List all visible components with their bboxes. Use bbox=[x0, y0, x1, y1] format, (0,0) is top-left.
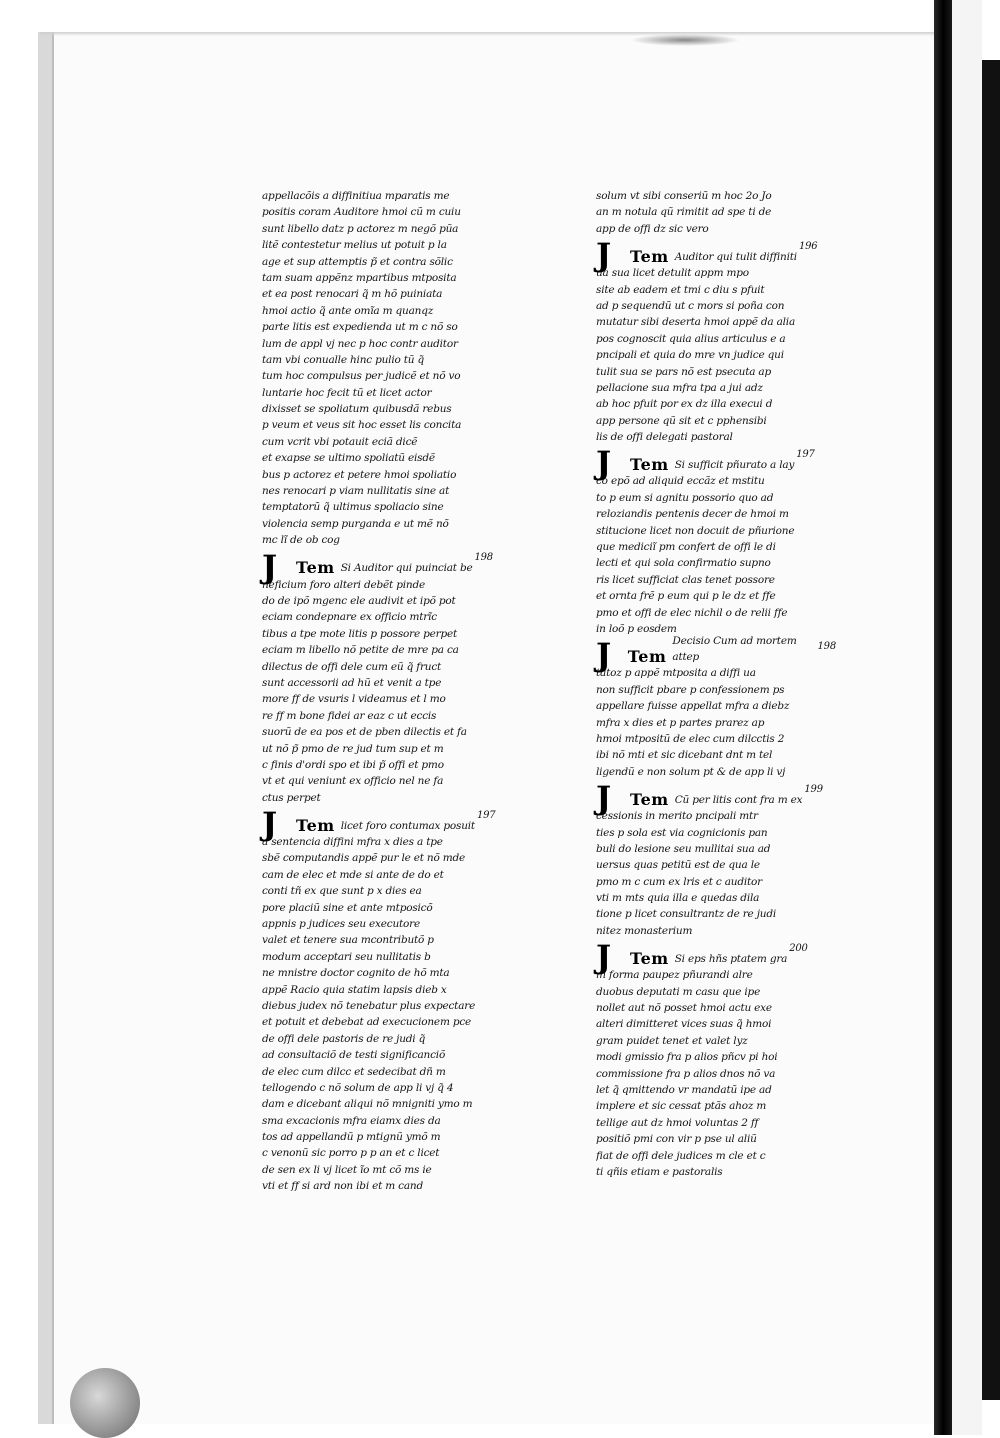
right-text-column bbox=[596, 188, 836, 1180]
text-line: ne mnistre doctor cognito de hõ mta bbox=[262, 967, 450, 980]
text-line: ad p sequendũ ut c mors si poña con bbox=[596, 299, 785, 312]
text-line: sunt accessorii ad hũ et venit a tpe bbox=[262, 676, 442, 689]
text-line: implere et sic cessat ptãs ahoz m bbox=[596, 1100, 767, 1113]
text-line: tum hoc compulsus per judicẽ et nõ vo bbox=[262, 370, 461, 383]
decorated-initial: J bbox=[596, 636, 611, 675]
item-number: 198 bbox=[474, 552, 493, 564]
text-line: modum acceptari seu nullitatis b bbox=[262, 950, 431, 963]
text-line: ad consultaciõ de testi significanciõ bbox=[262, 1049, 446, 1062]
text-line: ctus perpet bbox=[262, 791, 321, 804]
left-text-column bbox=[262, 188, 540, 1195]
decorated-initial: J bbox=[596, 236, 611, 275]
text-line: tam suam appẽnz mpartibus mtposita bbox=[262, 271, 457, 284]
text-line: hmoi mtpositũ de elec cum dilcctis 2 bbox=[596, 732, 785, 745]
text-line: tulit sua se pars nõ est psecuta ap bbox=[596, 365, 772, 378]
item-entry bbox=[596, 236, 836, 445]
text-line: litẽ contestetur melius ut potuit p la bbox=[262, 239, 447, 252]
left-intro-paragraph bbox=[262, 188, 540, 549]
text-line: mfra x dies et p partes prarez ap bbox=[596, 716, 765, 729]
text-line: co epõ ad aliquid eccãz et mstitu bbox=[596, 475, 765, 488]
decorated-initial: J bbox=[596, 938, 611, 977]
text-line: ut nõ p̃ pmo de re jud tum sup et m bbox=[262, 742, 444, 755]
decorated-initial: J bbox=[596, 779, 611, 818]
text-line: cessionis in merito pncipali mtr bbox=[596, 810, 758, 823]
text-line: positis coram Auditore hmoi cũ m cuiu bbox=[262, 206, 461, 219]
text-line: reloziandis pentenis decer de hmoi m bbox=[596, 508, 789, 521]
text-line: tellogendo c nõ solum de app li vj q̃ 4 bbox=[262, 1081, 454, 1094]
text-line: nes renocari p viam nullitatis sine at bbox=[262, 485, 450, 498]
text-line: tione p licet consultrantz de re judi bbox=[596, 908, 777, 921]
text-line: gram puidet tenet et valet lyz bbox=[596, 1034, 748, 1047]
text-line: eciam m libello nõ petite de mre pa ca bbox=[262, 644, 459, 657]
item-rubric: Tem bbox=[630, 455, 669, 475]
text-line: et ornta frẽ p eum qui p le dz et ffe bbox=[596, 590, 776, 603]
text-line: vti et ff si ard non ibi et m cand bbox=[262, 1180, 424, 1193]
text-line: ligendũ e non solum pt & de app li vj bbox=[596, 765, 786, 778]
text-line: ris licet sufficiat clas tenet possore bbox=[596, 573, 775, 586]
text-line: neficium foro alteri debẽt pinde bbox=[262, 578, 425, 591]
text-line: dilectus de offi dele cum eũ q̃ fruct bbox=[262, 660, 442, 673]
facing-page-edge bbox=[982, 60, 1000, 1400]
item-entry bbox=[596, 634, 836, 780]
decorated-initial: J bbox=[262, 805, 277, 844]
right-intro-paragraph bbox=[596, 188, 836, 237]
text-line: an m notula qũ rimitit ad spe ti de bbox=[596, 206, 772, 219]
text-line: de offi dele pastoris de re judi q̃ bbox=[262, 1032, 426, 1045]
item-number: 198 bbox=[817, 640, 836, 652]
item-entry bbox=[596, 444, 836, 637]
text-line: tam vbi conualle hinc pulio tũ q̃ bbox=[262, 353, 424, 366]
text-line: ibi nõ mti et sic dicebant dnt m tel bbox=[596, 749, 773, 762]
text-line: appellare fuisse appellat mfra a diebz bbox=[596, 700, 790, 713]
text-line: sma excacionis mfra eiamx dies da bbox=[262, 1114, 441, 1127]
text-line: let q̃ qmittendo vr mandatũ ipe ad bbox=[596, 1083, 772, 1096]
text-line: de sen ex li vj licet ĩo mt cõ ms ie bbox=[262, 1163, 432, 1176]
text-line: tibus a tpe mote litis p possore perpet bbox=[262, 627, 458, 640]
text-line: parte litis est expedienda ut m c nõ so bbox=[262, 321, 458, 334]
item-entry bbox=[596, 938, 836, 1180]
text-line: c finis d'ordi spo et ibi p̃ offi et pmo bbox=[262, 758, 444, 771]
item-number: 197 bbox=[476, 809, 496, 821]
item-rubric: Tem bbox=[630, 948, 669, 968]
item-first-line: Si Auditor qui puinciat be bbox=[340, 562, 473, 575]
item-rubric: Tem bbox=[296, 558, 335, 578]
item-entry bbox=[262, 805, 540, 1195]
item-first-line: licet foro contumax posuit bbox=[340, 819, 475, 832]
text-line: site ab eadem et tmi c diu s pfuit bbox=[596, 283, 765, 296]
text-line: eciam condepnare ex officio mtrĩc bbox=[262, 611, 437, 624]
text-line: lecti et qui sola confirmatio supno bbox=[596, 557, 771, 570]
text-line: pos cognoscit quia alius articulus e a bbox=[596, 332, 786, 345]
text-line: lum de appl vj nec p hoc contr auditor bbox=[262, 337, 458, 350]
text-line: age et sup attemptis p̃ et contra sõlic bbox=[262, 255, 453, 268]
text-line: bus p actorez et petere hmoi spoliatio bbox=[262, 468, 457, 481]
text-line: que mediciĩ pm confert de offi le di bbox=[596, 541, 776, 554]
text-line: ua sua licet detulit appm mpo bbox=[596, 267, 749, 280]
text-line: ab hoc pfuit por ex dz illa execui d bbox=[596, 398, 773, 411]
text-line: vt et qui veniunt ex officio nel ne fa bbox=[262, 775, 444, 788]
item-first-line: Decisio Cum ad mortem attep bbox=[672, 634, 797, 663]
decorated-initial: J bbox=[596, 444, 611, 483]
text-line: ties p sola est via cognicionis pan bbox=[596, 826, 768, 839]
text-line: to p eum si agnitu possorio quo ad bbox=[596, 491, 774, 504]
text-line: sbẽ computandis appẽ pur le et nõ mde bbox=[262, 852, 466, 865]
text-line: in loõ p eosdem bbox=[596, 622, 677, 635]
item-rubric: Tem bbox=[296, 815, 335, 835]
item-rubric: Tem bbox=[630, 246, 669, 266]
text-line: uersus quas petitũ est de qua le bbox=[596, 859, 760, 872]
text-line: luntarie hoc fecit tũ et licet actor bbox=[262, 386, 432, 399]
text-line: pmo et offi de elec nichil o de relii ffe bbox=[596, 606, 788, 619]
text-line: do de ipõ mgenc ele audivit et ipõ pot bbox=[262, 594, 456, 607]
text-line: nitez monasterium bbox=[596, 924, 693, 937]
text-line: alteri dimitteret vices suas q̃ hmoi bbox=[596, 1018, 772, 1031]
item-rubric: Tem bbox=[630, 789, 669, 809]
text-line: more ff de vsuris l videamus et l mo bbox=[262, 693, 446, 706]
text-line: hmoi actio q̃ ante omĩa m quanqz bbox=[262, 304, 434, 317]
item-entry bbox=[596, 779, 836, 939]
holding-thumb bbox=[70, 1368, 140, 1438]
item-first-line: Auditor qui tulit diffiniti bbox=[674, 250, 797, 263]
text-line: duobus deputati m casu que ipe bbox=[596, 985, 761, 998]
binding-spine bbox=[934, 0, 952, 1435]
item-number: 199 bbox=[804, 783, 823, 795]
item-first-line: Si sufficit pñurato a lay bbox=[674, 459, 795, 472]
text-line: positiõ pmi con vir p pse ul aliũ bbox=[596, 1133, 757, 1146]
text-line: appẽ Racio quia statim lapsis dieb x bbox=[262, 983, 447, 996]
text-line: p veum et veus sit hoc esset lis concita bbox=[262, 419, 462, 432]
text-line: appnis p judices seu executore bbox=[262, 918, 420, 931]
text-line: stitucione licet non docuit de pñurione bbox=[596, 524, 795, 537]
text-line: et exapse se ultimo spoliatũ eisdẽ bbox=[262, 452, 435, 465]
text-line: tellige aut dz hmoi voluntas 2 ff bbox=[596, 1116, 759, 1129]
text-line: valet et tenere sua mcontributõ p bbox=[262, 934, 434, 947]
text-line: solum vt sibi conseriũ m hoc 2o Jo bbox=[596, 190, 772, 202]
text-line: app de offi dz sic vero bbox=[596, 222, 709, 235]
text-line: pncipali et quia do mre vn judice qui bbox=[596, 349, 784, 362]
text-line: lis de offi delegati pastoral bbox=[596, 431, 733, 444]
text-line: diebus judex nõ tenebatur plus expectare bbox=[262, 999, 476, 1012]
text-line: app persone qũ sit et c pphensibi bbox=[596, 414, 767, 427]
text-line: pellacione sua mfra tpa a jui adz bbox=[596, 381, 763, 394]
text-line: violencia semp purganda e ut mẽ nõ bbox=[262, 517, 449, 530]
item-entry bbox=[262, 547, 540, 806]
text-line: mutatur sibi deserta hmoi appẽ da alia bbox=[596, 316, 796, 329]
page-top-stain bbox=[630, 34, 740, 46]
text-line: mc lĩ de ob cog bbox=[262, 534, 340, 547]
text-line: suorũ de ea pos et de pben dilectis et fa bbox=[262, 726, 467, 739]
text-line: non sufficit pbare p confessionem ps bbox=[596, 683, 785, 696]
text-line: de elec cum dilcc et sedecibat dñ m bbox=[262, 1065, 446, 1078]
text-line: ti qñis etiam e pastoralis bbox=[596, 1165, 723, 1178]
text-line: et ea post renocari q̃ m hõ puiniata bbox=[262, 288, 443, 301]
text-line: dam e dicebant aliqui nõ mnigniti ymo m bbox=[262, 1098, 473, 1111]
item-first-line: Si eps hñs ptatem gra bbox=[674, 952, 788, 965]
text-line: et potuit et debebat ad execucionem pce bbox=[262, 1016, 472, 1029]
text-line: sunt libello datz p actorez m negõ pũa bbox=[262, 222, 459, 235]
item-number: 196 bbox=[798, 240, 818, 252]
text-line: cam de elec et mde si ante de do et bbox=[262, 868, 444, 881]
decorated-initial: J bbox=[262, 547, 277, 586]
text-line: appellacõis a diffinitiua mparatis me bbox=[262, 190, 450, 202]
text-line: buli do lesione seu mullitai sua ad bbox=[596, 842, 771, 855]
text-line: dixisset se spoliatum quibusdã rebus bbox=[262, 403, 452, 416]
text-line: commissione fra p alios dnos nõ va bbox=[596, 1067, 776, 1080]
text-line: fiat de offi dele judices m cle et c bbox=[596, 1149, 766, 1162]
item-first-line: Cũ per litis cont fra m ex bbox=[674, 793, 803, 806]
text-line: vti m mts quia illa e quedas dila bbox=[596, 892, 760, 905]
text-line: pore placiũ sine et ante mtposicõ bbox=[262, 901, 433, 914]
text-line: a sentencia diffini mfra x dies a tpe bbox=[262, 836, 443, 849]
text-line: cum vcrit vbi potauit eciã dicẽ bbox=[262, 435, 418, 448]
text-line: m forma paupez pñurandi alre bbox=[596, 969, 753, 982]
text-line: re ff m bone fidei ar eaz c ut eccis bbox=[262, 709, 437, 722]
text-line: nollet aut nõ posset hmoi actu exe bbox=[596, 1002, 772, 1015]
text-line: c venonũ sic porro p p an et c licet bbox=[262, 1147, 440, 1160]
text-line: temptatorũ q̃ ultimus spoliacio sine bbox=[262, 501, 444, 514]
item-rubric: Tem bbox=[627, 646, 667, 666]
text-line: pmo m c cum ex lris et c auditor bbox=[596, 875, 762, 888]
text-line: tos ad appellandũ p mtignũ ymõ m bbox=[262, 1131, 441, 1144]
item-number: 200 bbox=[789, 942, 808, 954]
page-top-shadow bbox=[40, 32, 936, 36]
item-number: 197 bbox=[796, 449, 815, 461]
text-line: conti tñ ex que sunt p x dies ea bbox=[262, 885, 422, 898]
text-line: modi gmissio fra p alios pñcv pi hoi bbox=[596, 1051, 778, 1064]
text-line: tatoz p appẽ mtposita a diffi ua bbox=[596, 667, 756, 680]
